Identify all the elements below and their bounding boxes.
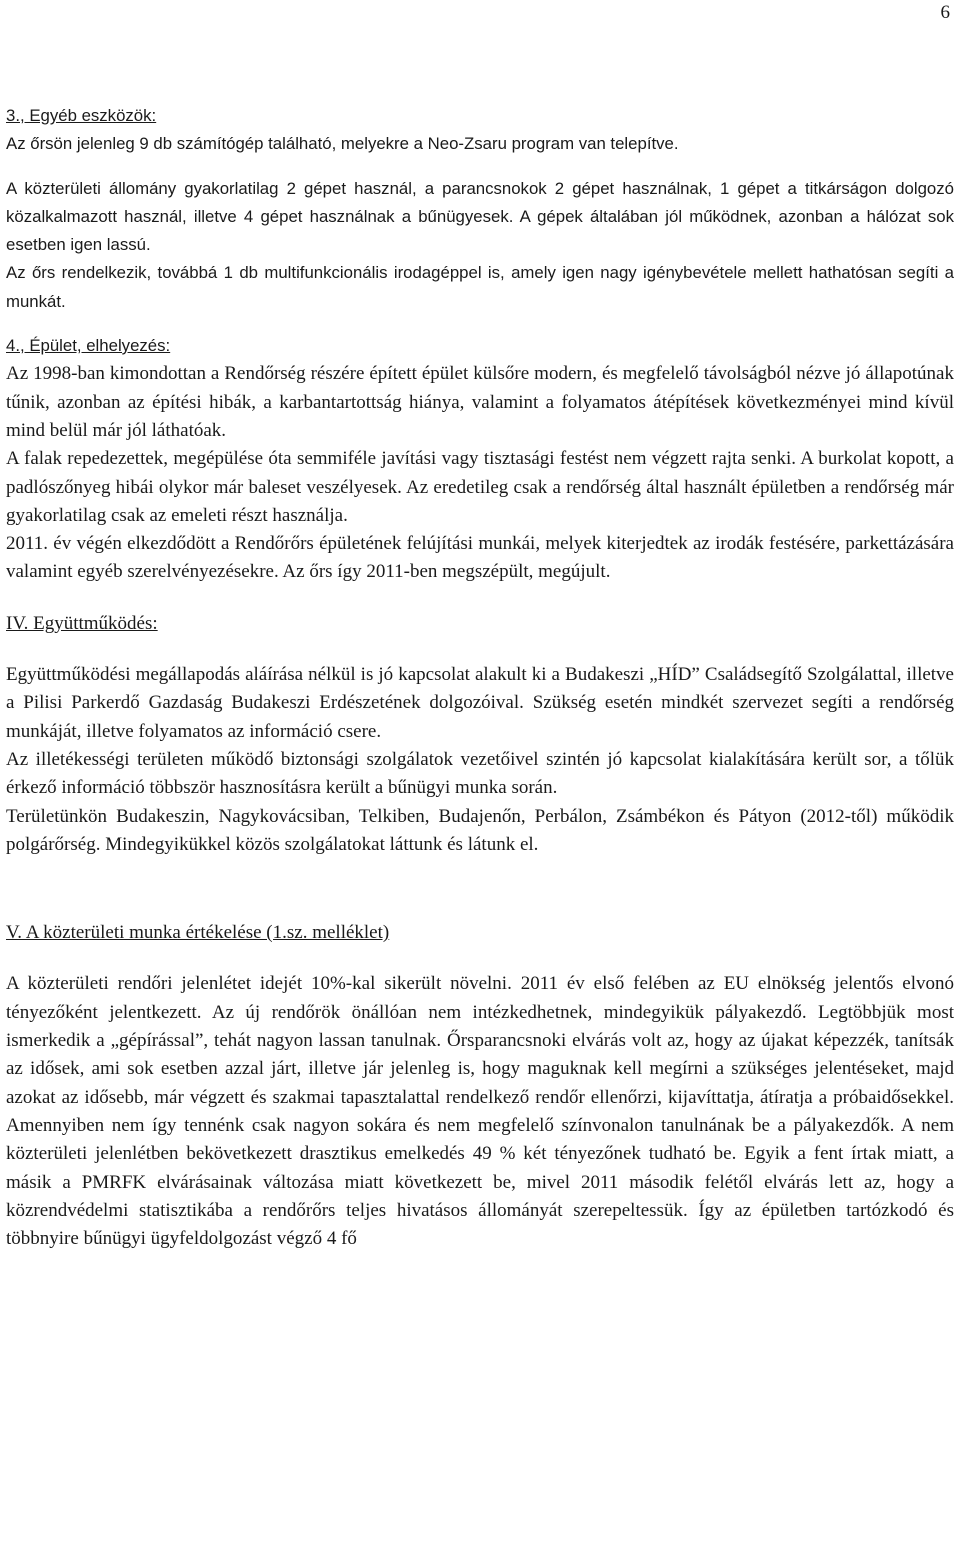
paragraph: A falak repedezettek, megépülése óta semmiféle javítási vagy tisztasági festést nem végzett rajta senki. A burkolat kopott, a padlószőnyeg hibái olykor már baleset veszélyesek. Az eredetileg csak a rendőrség által használt épületben a rendőrség már gyakorlatilag csak az emeleti részt használja. — [6, 448, 954, 526]
spacer — [6, 859, 954, 889]
spacer — [6, 638, 954, 661]
paragraph: A közterületi állomány gyakorlatilag 2 gépet használ, a parancsnokok 2 gépet használnak, 1 gépet a titkárságon dolgozó közalkalmazott használ, illetve 4 gépet használnak a bűnügyesek. A gépek általában jól működnek, azonban a hálózat sok esetben igen lassú. — [6, 178, 954, 255]
paragraph: Az őrsön jelenleg 9 db számítógép található, melyekre a Neo-Zsaru program van telepítve. — [6, 134, 679, 154]
section-v-heading: V. A közterületi munka értékelése (1.sz. melléklet) — [6, 922, 390, 944]
paragraph: Az őrs rendelkezik, továbbá 1 db multifunkcionális irodagéppel is, amely igen nagy igénybevétele mellett hathatósan segíti a munkát. — [6, 263, 954, 311]
section-cooperation — [6, 610, 954, 859]
paragraph: Az illetékességi területen működő biztonsági szolgálatok vezetőivel szintén jó kapcsolat kialakítására került sor, a tőlük érkező információ többször hasznosításra került a bűnügyi munka során. — [6, 748, 954, 799]
section-iv-heading: IV. Együttműködés: — [6, 612, 158, 634]
paragraph: 2011. év végén elkezdődött a Rendőrőrs épületének felújítási munkái, melyek kiterjedtek az irodák festésére, parkettázására valamint egyéb szerelvényezésekre. Az őrs így 2011-ben megszépült, megújult. — [6, 533, 954, 583]
section-building — [6, 332, 954, 587]
paragraph: A közterületi rendőri jelenlétet idejét 10%-kal sikerült növelni. 2011 év első felében az EU elnökség jelentős elvonó tényezőként jelentkezett. Az új rendőrök önállóan nem intézkedhetnek, mindegyikük pályakezdő. Legtöbbjük most ismerkedik a „gépírással”, tehát nagyon lassan tanulnak. Őrsparancsnoki elvárás volt az, hogy az újakat képezzék, tanítsák az idősek, ami sok esetben azzal járt, illetve jár jelenleg is, hogy maguknak kell megírni a szükséges jelentéseket, majd azokat az idősebb, már végzett és szakmai tapasztalattal rendelkező rendőr ellenőrzi, kijavíttatja, átíratja a próbaidősekkel. Amennyiben nem így tennénk csak nagyon sokára és nem megfelelő színvonalon tanulnának be a pályakezdők. A nem közterületi jelenlétben bekövetkezett drasztikus emelkedés 49 % két tényezőnek tudható be. Egyik a fent írtak miatt, a másik a PMRFK elvárásainak változása miatt következett be, mivel 2011 második felétől elvárás lett az, hogy a közrendvédelmi statisztikába a rendőrőrs teljes hivatásos állományát szerepeltessük. Így az épületben tartózkodó és többnyire bűnügyi ügyfeldolgozást végző 4 fő — [6, 973, 954, 1250]
paragraph: Az 1998-ban kimondottan a Rendőrség részére épített épület külsőre modern, és megfelelő távolságból nézve jó állapotúnak tűnik, azonban az építési hibák, a karbantartottság hiánya, valamint a folyamatos átépítések következményei mind kívül mind belül már jól láthatóak. — [6, 363, 954, 441]
spacer — [6, 889, 954, 919]
section-3-heading: 3., Egyéb eszközök: — [6, 106, 157, 125]
page-number: 6 — [940, 2, 950, 23]
spacer — [6, 316, 954, 332]
page-content — [6, 102, 954, 1253]
paragraph: Területünkön Budakeszin, Nagykovácsiban, Telkiben, Budajenőn, Perbálon, Zsámbékon és Pátyon (2012-től) működik polgárőrség. Mindegyikükkel közös szolgálatokat láttunk és látunk el. — [6, 805, 954, 855]
section-public-area-work — [6, 919, 954, 1253]
spacer — [6, 587, 954, 610]
section-4-heading: 4., Épület, elhelyezés: — [6, 336, 171, 356]
section-other-equipment — [6, 102, 954, 316]
spacer — [6, 159, 954, 175]
paragraph: Együttműködési megállapodás aláírása nélkül is jó kapcsolat alakult ki a Budakeszi „HÍD” Családsegítő Szolgálattal, illetve a Pilisi Parkerdő Gazdaság Budakeszi Erdészetének dolgozóival. Szükség esetén mindkét szervezet segíti a rendőrség munkáját, illetve folyamatos az információ csere. — [6, 664, 954, 742]
spacer — [6, 947, 954, 970]
